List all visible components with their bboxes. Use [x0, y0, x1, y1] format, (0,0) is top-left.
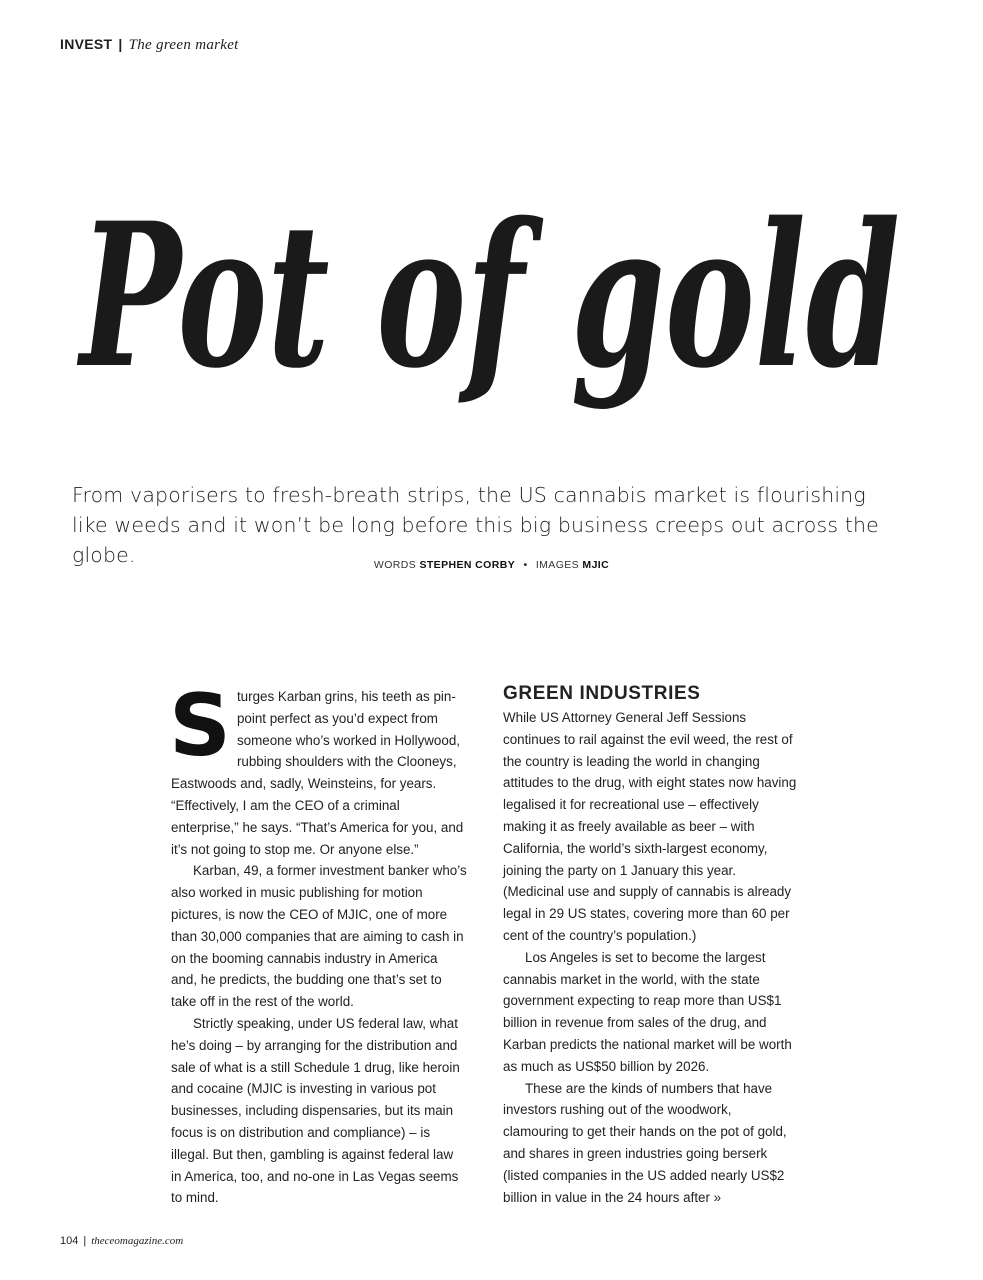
right-column — [503, 683, 799, 1208]
article-title — [40, 180, 940, 470]
left-paragraph-2: Karban, 49, a former investment banker who’s also worked in music publishing for motion pictures, is now the CEO of MJIC, one of more than 30,000 companies that are aiming to cash in on the booming cannabis industry in America and, he predicts, the budding one that’s set to take off in the rest of the world. — [171, 863, 467, 1010]
left-column — [169, 676, 467, 1209]
author-name: STEPHEN CORBY — [419, 559, 516, 571]
page-footer — [60, 1235, 183, 1247]
section-heading: GREEN INDUSTRIES — [503, 683, 701, 704]
left-paragraph-3: Strictly speaking, under US federal law, what he’s doing – by arranging for the distribution and sale of what is a still Schedule 1 drug, like heroin and cocaine (MJIC is investing in various pot businesses, including dispensaries, but its main focus is on distribution and compliance) – is illegal. But then, gambling is against federal law in America, too, and no-one in Las Vegas seems to mind. — [171, 1015, 460, 1206]
right-paragraph-1: While US Attorney General Jeff Sessions continues to rail against the evil weed, the rest of the country is leading the world in changing attitudes to the drug, with eight states now having legalised it for recreational use – effectively making it as freely available as beer – with California, the world’s sixth-largest economy, joining the party on 1 January this year. (Medicinal use and supply of cannabis is already legal in 29 US states, covering more than 60 per cent of the country’s population.) — [503, 710, 797, 943]
section-label: INVEST — [60, 36, 113, 52]
article-title-text: Pot of gold — [76, 180, 901, 412]
drop-cap: S — [169, 676, 231, 776]
footer-separator: | — [83, 1235, 87, 1247]
left-paragraph-1: turges Karban grins, his teeth as pin-point perfect as you’d expect from someone who’s worked in Hollywood, rubbing shoulders with the Clooneys, Eastwoods and, sadly, Weinsteins, for years. “Effectively, I am the CEO of a criminal enterprise,” he says. “That’s America for you, and it’s not going to stop me. Or anyone else.” — [171, 689, 464, 857]
standfirst: From vaporisers to fresh-breath strips, the US cannabis market is flourishing like weeds and it won’t be long before this big business creeps out across the globe. — [72, 483, 879, 567]
images-credit: MJIC — [582, 559, 610, 571]
subsection-label: The green market — [128, 37, 239, 53]
section-header — [60, 36, 239, 54]
words-label: WORDS — [373, 559, 417, 571]
byline — [0, 559, 983, 571]
byline-dot: • — [523, 559, 528, 571]
right-paragraph-2: Los Angeles is set to become the largest cannabis market in the world, with the state government expecting to reap more than US$1 billion in revenue from sales of the drug, and Karban predicts the national market will be worth as much as US$50 billion by 2026. — [503, 949, 792, 1074]
images-label: IMAGES — [535, 559, 580, 571]
page-number: 104 — [60, 1235, 79, 1247]
header-separator: | — [118, 36, 123, 52]
site-link: theceomagazine.com — [91, 1235, 184, 1247]
right-paragraph-3: These are the kinds of numbers that have investors rushing out of the woodwork, clamouring to get their hands on the pot of gold, and shares in green industries going berserk (listed companies in the US added nearly US$2 billion in value in the 24 hours after » — [503, 1080, 787, 1205]
